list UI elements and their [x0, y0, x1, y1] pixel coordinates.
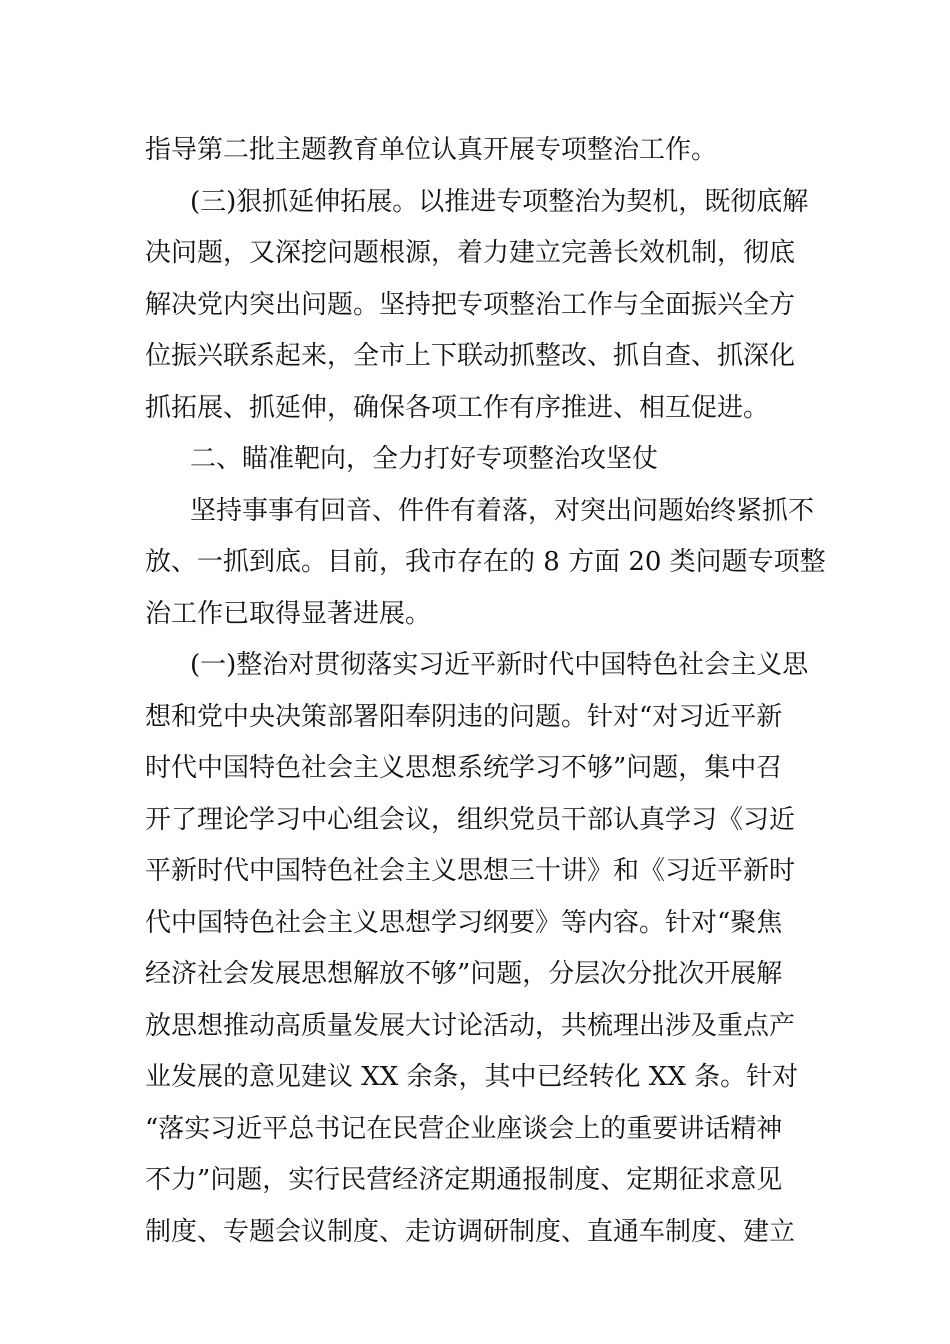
text-line: 代中国特色社会主义思想学习纲要》等内容。针对“聚焦: [145, 907, 783, 938]
text-line: 想和党中央决策部署阳奉阴违的问题。针对“对习近平新: [145, 701, 783, 732]
body-text: [145, 125, 826, 1258]
text-line: 决问题，又深挖问题根源，着力建立完善长效机制，彻底: [145, 238, 796, 268]
text-line: 治工作已取得显著进展。: [145, 598, 432, 629]
text-line: 放思想推动高质量发展大讨论活动，共梳理出涉及重点产: [145, 1010, 796, 1041]
text-line: 开了理论学习中心组会议，组织党员干部认真学习《习近: [145, 804, 796, 835]
chapter-heading-2: 二、瞄准靶向，全力打好专项整治攻坚仗: [190, 444, 659, 474]
text-line: 业发展的意见建议 XX 余条，其中已经转化 XX 条。针对: [145, 1062, 799, 1092]
text-line: “落实习近平总书记在民营企业座谈会上的重要讲话精神: [145, 1113, 783, 1144]
text-line: 指导第二批主题教育单位认真开展专项整治工作。: [145, 135, 718, 165]
section-heading-1: (一)整治对贯彻落实习近平新时代中国特色社会主义思: [190, 650, 809, 680]
section-heading-3: (三)狠抓延伸拓展。以推进专项整治为契机，既彻底解: [190, 186, 809, 217]
text-line: 放、一抓到底。目前，我市存在的 8 方面 20 类问题专项整: [145, 547, 826, 577]
text-line: 平新时代中国特色社会主义思想三十讲》和《习近平新时: [145, 856, 796, 886]
text-line: 坚持事事有回音、件件有着落，对突出问题始终紧抓不: [190, 495, 815, 526]
text-line: 经济社会发展思想解放不够”问题，分层次分批次开展解: [145, 959, 783, 989]
text-line: 制度、专题会议制度、走访调研制度、直通车制度、建立: [145, 1216, 796, 1247]
text-line: 抓拓展、抓延伸，确保各项工作有序推进、相互促进。: [145, 392, 770, 423]
text-line: 不力”问题，实行民营经济定期通报制度、定期征求意见: [145, 1165, 783, 1195]
text-line: 时代中国特色社会主义思想系统学习不够”问题，集中召: [145, 753, 783, 783]
text-line: 位振兴联系起来，全市上下联动抓整改、抓自查、抓深化: [145, 341, 796, 371]
text-line: 解决党内突出问题。坚持把专项整治工作与全面振兴全方: [145, 289, 796, 320]
